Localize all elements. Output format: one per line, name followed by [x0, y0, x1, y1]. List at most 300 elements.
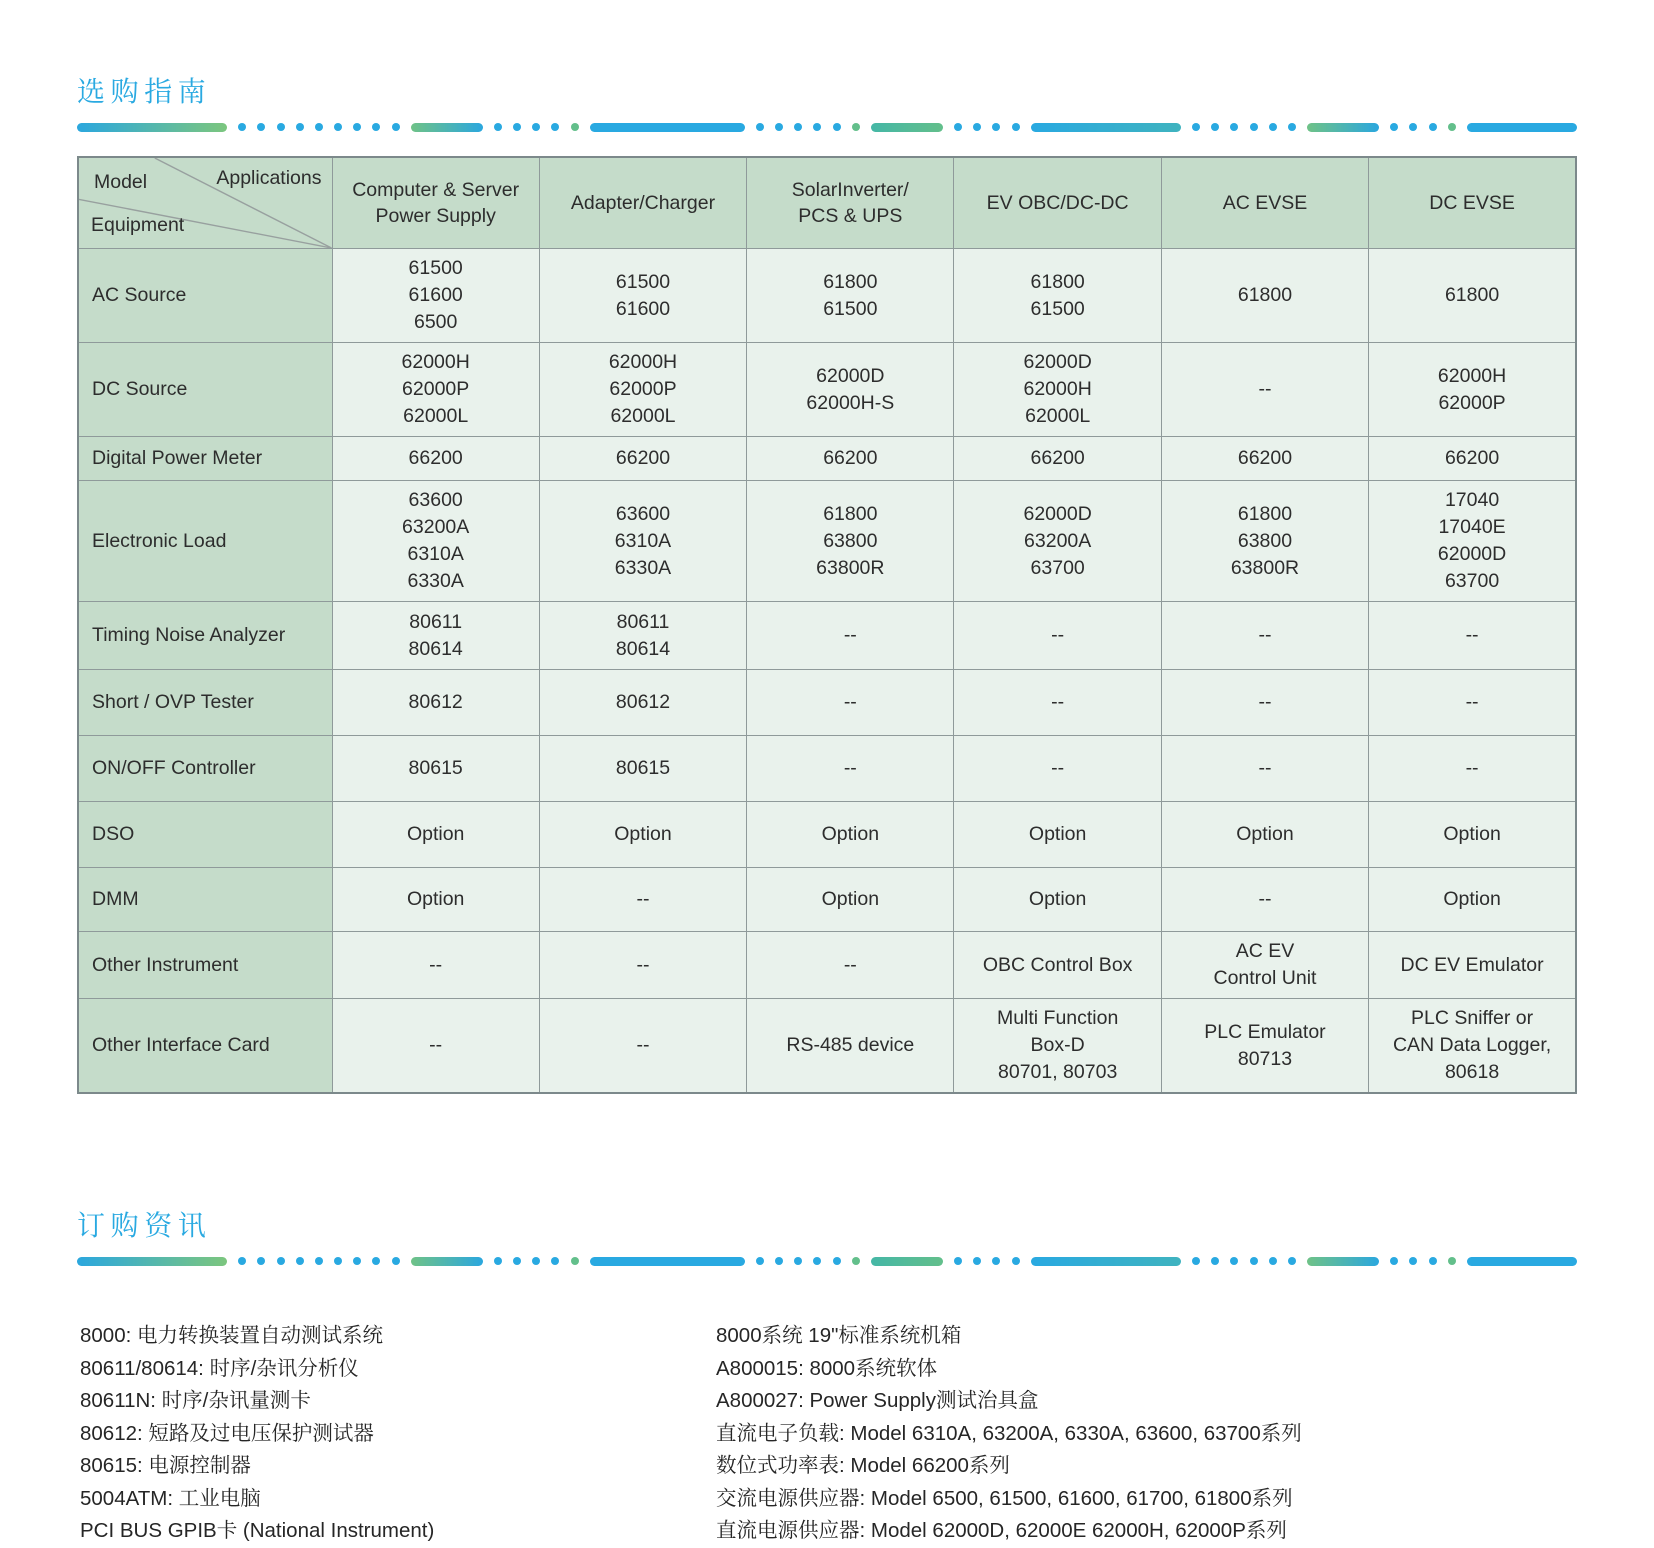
table-cell-line: AC EV: [1235, 940, 1295, 962]
table-cell-line: 66200: [1030, 447, 1085, 469]
table-cell-line: --: [1051, 691, 1065, 713]
table-cell: [539, 868, 746, 932]
table-cell-line: 62000P: [1438, 391, 1506, 414]
table-cell: [1161, 437, 1368, 481]
table-cell-line: --: [636, 953, 650, 976]
table-cell-line: 66200: [1444, 447, 1500, 469]
column-header-line: AC EVSE: [1222, 192, 1308, 214]
table-cell-line: Box-D: [1030, 1034, 1085, 1056]
row-header-cell: Short / OVP Tester: [78, 670, 332, 736]
ordering-list-item: 直流电源供应器: Model 62000D, 62000E 62000H, 62000P系列: [716, 1519, 1287, 1542]
divider-dot: [775, 1257, 783, 1265]
table-cell: [1369, 736, 1576, 802]
ordering-list-right: [716, 1320, 1577, 1548]
table-cell: [539, 343, 746, 437]
divider-dot: [1429, 123, 1437, 131]
table-cell-line: --: [1465, 757, 1479, 779]
divider-dot: [1012, 123, 1020, 131]
divider-dot: [992, 123, 1000, 131]
table-cell: [539, 437, 746, 481]
divider-dot: [1429, 1257, 1437, 1265]
table-cell: [1369, 670, 1576, 736]
table-cell-line: 66200: [823, 447, 878, 469]
divider-dot: [1269, 1257, 1277, 1265]
column-header-cell: [954, 157, 1161, 249]
corner-label-model: Model: [94, 171, 148, 193]
table-cell-line: 62000D: [816, 364, 885, 387]
row-header-cell: AC Source: [78, 249, 332, 343]
table-cell-line: 62000H: [608, 351, 678, 373]
divider-dot: [1288, 123, 1296, 131]
divider-dot: [257, 123, 265, 131]
table-cell-line: 6330A: [407, 570, 464, 592]
divider-dot: [973, 123, 981, 131]
table-header: [78, 157, 1576, 249]
section-divider: [77, 122, 1577, 132]
table-cell: [539, 802, 746, 868]
table-cell: [332, 249, 539, 343]
divider-dot: [277, 1257, 285, 1265]
table-cell: [1161, 602, 1368, 670]
row-header-cell: ON/OFF Controller: [78, 736, 332, 802]
ordering-list-item: 数位式功率表: Model 66200系列: [716, 1454, 1010, 1477]
divider-dot: [973, 1257, 981, 1265]
table-cell-line: --: [1258, 757, 1272, 779]
table-cell: [747, 868, 954, 932]
table-cell: [954, 999, 1161, 1094]
column-header-line: PCS & UPS: [798, 205, 903, 227]
table-row: [78, 802, 1576, 868]
table-cell-line: 62000H: [1023, 378, 1092, 400]
table-cell: [747, 437, 954, 481]
divider-dot: [775, 123, 783, 131]
table-cell-line: 62000P: [609, 378, 677, 400]
divider-dot: [1012, 1257, 1020, 1265]
table-cell-line: Option: [1028, 823, 1087, 845]
table-cell-line: 63800R: [816, 556, 885, 579]
table-cell: [747, 999, 954, 1094]
divider-dot: [372, 1257, 380, 1265]
table-cell-line: 61600: [615, 297, 671, 320]
table-cell-line: 62000L: [1025, 405, 1091, 427]
divider-dot: [1250, 1257, 1258, 1265]
table-cell-line: 62000H: [1437, 364, 1507, 387]
table-cell-line: 80611: [409, 610, 463, 633]
divider-bar: [1031, 123, 1181, 132]
table-cell-line: 63200A: [1024, 529, 1092, 552]
divider-dot: [833, 1257, 841, 1265]
table-row: [78, 343, 1576, 437]
divider-bar: [871, 1257, 943, 1266]
table-cell-line: Option: [406, 823, 465, 845]
ordering-list-item: A800027: Power Supply测试治具盒: [716, 1389, 1039, 1412]
table-cell-line: Option: [1443, 823, 1501, 845]
table-cell-line: Control Unit: [1213, 967, 1317, 989]
table-cell-line: Option: [1443, 888, 1501, 910]
table-cell: [954, 670, 1161, 736]
table-cell: [747, 802, 954, 868]
table-cell: [332, 437, 539, 481]
divider-dot: [1192, 123, 1200, 131]
table-cell-line: 62000D: [1437, 543, 1507, 565]
divider-dot: [571, 123, 579, 131]
table-cell-line: --: [1465, 691, 1479, 713]
divider-dot: [852, 123, 860, 131]
row-header-cell: DMM: [78, 868, 332, 932]
table-row: [78, 602, 1576, 670]
selection-guide-title: 选购指南: [77, 76, 212, 107]
divider-dot: [353, 123, 361, 131]
table-cell: [1161, 249, 1368, 343]
table-cell-line: RS-485 device: [786, 1034, 915, 1056]
divider-dot: [532, 1257, 540, 1265]
table-row: [78, 736, 1576, 802]
row-header-cell: Timing Noise Analyzer: [78, 602, 332, 670]
table-cell: [747, 343, 954, 437]
table-cell: [1369, 602, 1576, 670]
table-cell-line: 17040: [1444, 489, 1500, 511]
table-cell: [332, 481, 539, 602]
table-cell: [1161, 999, 1368, 1094]
ordering-list-item: 直流电子负载: Model 6310A, 63200A, 6330A, 63600, 63700系列: [716, 1421, 1302, 1445]
column-header-line: Computer & Server: [352, 179, 520, 201]
corner-label-equipment: Equipment: [91, 214, 185, 236]
table-cell-line: --: [1051, 624, 1065, 646]
table-cell: [747, 670, 954, 736]
divider-dot: [551, 1257, 559, 1265]
table-cell-line: Multi Function: [996, 1007, 1119, 1029]
table-cell-line: 66200: [1237, 447, 1293, 469]
table-cell-line: 61800: [823, 502, 878, 525]
table-cell-line: 61800: [1237, 502, 1293, 525]
divider-bar: [77, 1257, 227, 1266]
section-divider: [77, 1256, 1577, 1266]
table-cell-line: 63800: [1237, 529, 1293, 552]
divider-dot: [794, 1257, 802, 1265]
ordering-list-item: PCI BUS GPIB卡 (National Instrument): [80, 1519, 435, 1542]
table-cell-line: 80614: [408, 637, 463, 660]
table-cell-line: 61800: [1030, 270, 1085, 293]
table-cell: [1369, 481, 1576, 602]
table-cell: [747, 249, 954, 343]
table-cell-line: 62000H-S: [806, 391, 895, 414]
table-cell-line: Option: [1236, 823, 1294, 845]
ordering-list-item: 80611N: 时序/杂讯量测卡: [80, 1389, 311, 1412]
table-cell: [747, 736, 954, 802]
table-cell: [954, 932, 1161, 999]
table-cell-line: 6310A: [614, 529, 672, 552]
column-header-cell: [747, 157, 954, 249]
table-cell-line: 61800: [1237, 284, 1293, 306]
table-cell: [954, 249, 1161, 343]
table-cell-line: --: [1258, 624, 1272, 646]
column-header-cell: [1369, 157, 1576, 249]
table-cell: [747, 932, 954, 999]
table-cell: [954, 343, 1161, 437]
table-cell: [1369, 802, 1576, 868]
table-cell: [954, 802, 1161, 868]
table-cell-line: 63200A: [402, 516, 470, 538]
table-cell-line: 61500: [1030, 297, 1085, 320]
divider-dot: [315, 1257, 323, 1265]
ordering-list-item: 80612: 短路及过电压保护测试器: [80, 1421, 374, 1445]
table-cell: [539, 736, 746, 802]
table-cell: [1369, 343, 1576, 437]
column-header-line: EV OBC/DC-DC: [986, 192, 1129, 214]
column-header-line: Power Supply: [375, 205, 496, 227]
divider-dot: [334, 123, 342, 131]
table-cell: [539, 249, 746, 343]
divider-dot: [1269, 123, 1277, 131]
table-cell: [332, 999, 539, 1094]
divider-bar: [1031, 1257, 1181, 1266]
table-cell-line: --: [429, 953, 443, 976]
table-row: [78, 249, 1576, 343]
table-cell: [954, 437, 1161, 481]
table-cell: [1369, 999, 1576, 1094]
table-cell-line: 63700: [1030, 556, 1085, 579]
divider-dot: [494, 123, 502, 131]
divider-dot: [392, 123, 400, 131]
divider-dot: [813, 123, 821, 131]
table-cell-line: 80612: [615, 691, 671, 713]
ordering-list-item: 8000: 电力转换装置自动测试系统: [80, 1324, 383, 1347]
divider-dot: [1230, 123, 1238, 131]
divider-bar: [1307, 1257, 1379, 1266]
divider-dot: [1448, 123, 1456, 131]
table-cell-line: 62000D: [1023, 502, 1092, 525]
table-cell-line: 17040E: [1438, 516, 1506, 538]
table-cell: [954, 602, 1161, 670]
table-cell: [539, 932, 746, 999]
table-cell-line: 62000L: [610, 405, 676, 427]
table-cell-line: Option: [406, 888, 465, 910]
ordering-list-item: 8000系统 19"标准系统机箱: [716, 1324, 962, 1347]
divider-bar: [871, 123, 943, 132]
table-row: [78, 437, 1576, 481]
table-cell-line: --: [1051, 757, 1065, 779]
table-cell-line: 63800R: [1230, 556, 1300, 579]
divider-dot: [513, 123, 521, 131]
table-cell-line: --: [1258, 888, 1272, 910]
divider-dot: [372, 123, 380, 131]
table-cell-line: --: [843, 691, 857, 713]
table-cell: [539, 481, 746, 602]
divider-dot: [992, 1257, 1000, 1265]
divider-dot: [1192, 1257, 1200, 1265]
table-cell-line: --: [843, 953, 857, 976]
divider-dot: [513, 1257, 521, 1265]
divider-dot: [1409, 123, 1417, 131]
table-cell: [954, 481, 1161, 602]
table-cell-line: --: [1258, 378, 1272, 400]
table-cell-line: --: [636, 1034, 650, 1056]
ordering-info-title: 订购资讯: [77, 1210, 212, 1241]
column-header-cell: [539, 157, 746, 249]
divider-bar: [77, 123, 227, 132]
table-cell-line: 80713: [1237, 1047, 1293, 1070]
table-cell-line: --: [843, 624, 857, 646]
column-header-line: DC EVSE: [1429, 192, 1515, 214]
table-cell: [332, 736, 539, 802]
ordering-list-item: 5004ATM: 工业电脑: [80, 1486, 261, 1510]
divider-dot: [1390, 1257, 1398, 1265]
table-cell-line: 61500: [408, 257, 463, 279]
table-cell: [1161, 481, 1368, 602]
table-cell-line: 61800: [1444, 284, 1500, 306]
table-cell-line: Option: [821, 888, 880, 910]
divider-bar: [1307, 123, 1379, 132]
table-cell: [332, 802, 539, 868]
column-header-line: Adapter/Charger: [570, 192, 716, 214]
divider-dot: [833, 123, 841, 131]
corner-header-cell: [78, 157, 332, 249]
table-row: [78, 670, 1576, 736]
divider-dot: [1409, 1257, 1417, 1265]
row-header-cell: Other Instrument: [78, 932, 332, 999]
divider-dot: [571, 1257, 579, 1265]
table-cell-line: 80615: [408, 757, 463, 779]
divider-bar: [590, 123, 745, 132]
table-row: [78, 999, 1576, 1094]
divider-dot: [296, 123, 304, 131]
divider-dot: [277, 123, 285, 131]
table-cell: [954, 736, 1161, 802]
table-cell: [1161, 932, 1368, 999]
row-header-cell: Other Interface Card: [78, 999, 332, 1094]
table-cell-line: Option: [1028, 888, 1087, 910]
table-cell-line: CAN Data Logger,: [1392, 1034, 1552, 1056]
table-cell: [1369, 437, 1576, 481]
table-cell-line: 63600: [615, 502, 671, 525]
table-cell: [1161, 343, 1368, 437]
table-cell-line: DC EV Emulator: [1400, 953, 1544, 976]
table-cell: [332, 868, 539, 932]
table-cell-line: --: [636, 888, 650, 910]
table-cell-line: --: [1258, 691, 1272, 713]
divider-dot: [532, 123, 540, 131]
table-cell: [332, 670, 539, 736]
table-row: [78, 481, 1576, 602]
table-cell-line: 6330A: [614, 556, 672, 579]
divider-dot: [954, 123, 962, 131]
row-header-cell: DC Source: [78, 343, 332, 437]
table-cell-line: 61800: [823, 270, 878, 293]
divider-dot: [551, 123, 559, 131]
divider-bar: [411, 123, 483, 132]
ordering-list-item: 80611/80614: 时序/杂讯分析仪: [80, 1356, 359, 1380]
table-cell-line: Option: [614, 823, 672, 845]
table-cell-line: PLC Sniffer or: [1411, 1007, 1534, 1029]
table-cell: [747, 481, 954, 602]
table-cell: [1161, 670, 1368, 736]
table-cell: [1369, 868, 1576, 932]
table-cell: [954, 868, 1161, 932]
divider-bar: [1467, 1257, 1577, 1266]
divider-dot: [1250, 123, 1258, 131]
table-cell-line: 80611: [616, 610, 670, 633]
table-cell-line: 80615: [615, 757, 671, 779]
row-header-cell: Electronic Load: [78, 481, 332, 602]
divider-dot: [1448, 1257, 1456, 1265]
table-row: [78, 932, 1576, 999]
divider-dot: [1211, 1257, 1219, 1265]
table-cell-line: 80612: [408, 691, 463, 713]
table-cell-line: 63700: [1444, 570, 1500, 592]
divider-dot: [954, 1257, 962, 1265]
table-cell: [1161, 736, 1368, 802]
table-cell-line: OBC Control Box: [982, 953, 1133, 976]
table-row: [78, 868, 1576, 932]
divider-dot: [1230, 1257, 1238, 1265]
table-cell-line: 61500: [615, 270, 671, 293]
selection-guide-table: [77, 156, 1577, 1094]
divider-dot: [238, 1257, 246, 1265]
table-cell: [332, 602, 539, 670]
table-body: [78, 249, 1576, 1094]
table-cell-line: 61500: [823, 297, 878, 320]
divider-dot: [334, 1257, 342, 1265]
corner-label-applications: Applications: [216, 167, 322, 189]
table-cell: [1369, 249, 1576, 343]
table-cell-line: 63600: [408, 489, 463, 511]
table-cell-line: 6310A: [407, 543, 464, 565]
ordering-lists: [77, 1320, 1577, 1548]
divider-dot: [852, 1257, 860, 1265]
table-cell: [539, 670, 746, 736]
table-cell: [1161, 868, 1368, 932]
column-header-line: SolarInverter/: [791, 179, 909, 201]
table-cell-line: 62000L: [403, 405, 469, 427]
divider-dot: [353, 1257, 361, 1265]
table-cell: [332, 932, 539, 999]
divider-dot: [392, 1257, 400, 1265]
table-cell-line: Option: [821, 823, 880, 845]
column-header-cell: [332, 157, 539, 249]
table-cell-line: 62000P: [402, 378, 470, 400]
divider-dot: [813, 1257, 821, 1265]
table-cell-line: 62000D: [1023, 351, 1092, 373]
divider-bar: [1467, 123, 1577, 132]
table-cell-line: 66200: [408, 447, 463, 469]
column-header-cell: [1161, 157, 1368, 249]
divider-dot: [794, 123, 802, 131]
table-cell-line: --: [429, 1034, 443, 1056]
table-cell-line: PLC Emulator: [1204, 1020, 1326, 1043]
divider-dot: [494, 1257, 502, 1265]
ordering-list-left: [77, 1320, 716, 1548]
row-header-cell: Digital Power Meter: [78, 437, 332, 481]
table-cell-line: 80701, 80703: [998, 1061, 1118, 1083]
divider-dot: [1211, 123, 1219, 131]
table-cell-line: 80614: [615, 637, 671, 660]
ordering-list-item: A800015: 8000系统软体: [716, 1356, 938, 1380]
table-cell: [539, 602, 746, 670]
ordering-list-item: 80615: 电源控制器: [80, 1454, 251, 1477]
divider-dot: [1288, 1257, 1296, 1265]
table-cell-line: --: [1465, 624, 1479, 646]
row-header-cell: DSO: [78, 802, 332, 868]
divider-dot: [257, 1257, 265, 1265]
table-cell-line: 80618: [1444, 1061, 1500, 1083]
table-cell: [1161, 802, 1368, 868]
divider-bar: [590, 1257, 745, 1266]
divider-dot: [315, 123, 323, 131]
table-cell-line: 6500: [413, 311, 458, 333]
divider-bar: [411, 1257, 483, 1266]
table-cell-line: 63800: [823, 529, 878, 552]
table-cell: [1369, 932, 1576, 999]
